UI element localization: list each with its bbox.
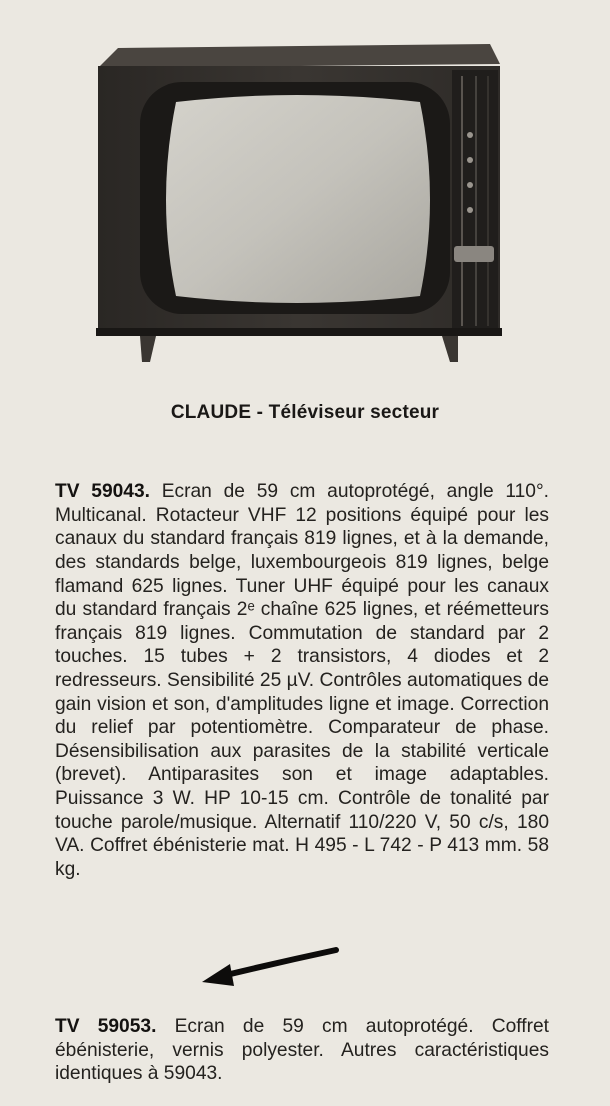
model-number: TV 59053. (55, 1016, 157, 1038)
product-description: Ecran de 59 cm autoprotégé. Coffret ébénisterie, vernis polyester. Autres caractéristiques identiques à 59043. (55, 1016, 549, 1085)
product-caption: CLAUDE - Téléviseur secteur (170, 402, 440, 423)
pointer-arrow-icon (200, 942, 340, 990)
product-entry-59053 (55, 1015, 549, 1086)
product-description: Ecran de 59 cm autoprotégé, angle 110°. Multicanal. Rotacteur VHF 12 positions équipé pour les canaux du standard français 819 lignes, et à la demande, des standards belge, luxembourgeois 819 lignes, belge flamand 625 lignes. Tuner UHF équipé pour les canaux du standard français 2ᵉ chaîne 625 lignes, et réémetteurs français 819 lignes. Commutation de standard par 2 touches. 15 tubes + 2 transistors, 4 diodes et 2 redresseurs. Sensibilité 25 µV. Contrôles automatiques de gain vision et son, d'amplitudes ligne et image. Correction du relief par potentiomètre. Comparateur de phase. Désensibilisation aux parasites de la stabilité verticale (brevet). Antiparasites son et image adaptables. Puissance 3 W. HP 10-15 cm. Contrôle de tonalité par touche parole/musique. Alternatif 110/220 V, 50 c/s, 180 VA. Coffret ébénisterie mat. H 495 - L 742 - P 413 mm. 58 kg. (55, 481, 549, 880)
model-number: TV 59043. (55, 481, 150, 503)
product-entry-59043 (55, 480, 549, 881)
television-illustration (90, 40, 510, 365)
